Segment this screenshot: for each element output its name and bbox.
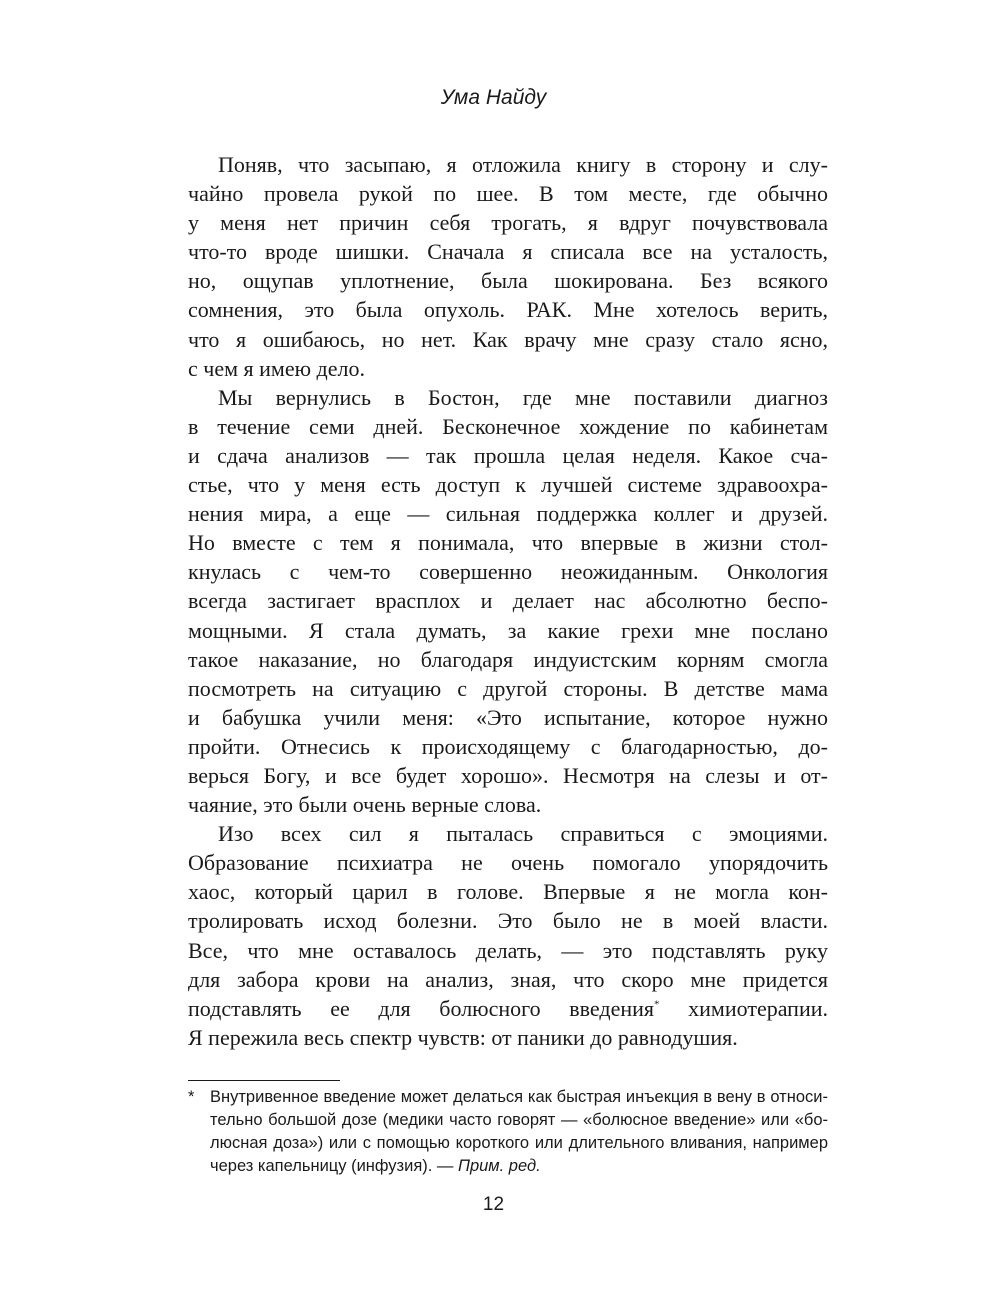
footnote-line: тельно большой дозе (медики часто говорят — «болюсное введение» или «бо- bbox=[210, 1111, 828, 1129]
text-line: Все, что мне оставалось делать, — это подставлять руку bbox=[188, 937, 828, 963]
text-line: нения мира, а еще — сильная поддержка коллег и друзей. bbox=[188, 501, 828, 527]
text-line: что-то вроде шишки. Сначала я списала все на усталость, bbox=[188, 239, 828, 265]
footnote-text: через капельницу (инфузия). — bbox=[210, 1157, 458, 1175]
footnote-divider bbox=[188, 1080, 340, 1081]
text-line: пройти. Отнесись к происходящему с благодарностью, до- bbox=[188, 733, 828, 759]
footnote-line: люсная доза») или с помощью короткого или длительного вливания, например bbox=[210, 1134, 828, 1152]
text-line: мощными. Я стала думать, за какие грехи мне послано bbox=[188, 617, 828, 643]
text-line: чаяние, это были очень верные слова. bbox=[188, 792, 542, 818]
paragraph-3 bbox=[188, 819, 828, 1052]
text-line: для забора крови на анализ, зная, что скоро мне придется bbox=[188, 966, 828, 992]
text-fragment: химиотерапии. bbox=[659, 995, 828, 1021]
text-line: хаос, который царил в голове. Впервые я не могла кон- bbox=[188, 879, 828, 905]
footnote-marker: * bbox=[188, 1088, 195, 1106]
body-text bbox=[188, 150, 828, 1052]
text-line: тролировать исход болезни. Это было не в моей власти. bbox=[188, 908, 828, 934]
footnote-text: Внутривенное введение может делаться как быстрая инъекция в вену в относи- bbox=[210, 1088, 828, 1106]
footnote bbox=[188, 1086, 828, 1178]
text-line: Изо всех сил я пыталась справиться с эмоциями. bbox=[218, 821, 828, 847]
text-line: с чем я имею дело. bbox=[188, 355, 365, 381]
text-line: Мы вернулись в Бостон, где мне поставили диагноз bbox=[218, 384, 828, 410]
footnote-line bbox=[188, 1086, 828, 1109]
paragraph-1 bbox=[188, 150, 828, 383]
text-line: сомнения, это была опухоль. РАК. Мне хотелось верить, bbox=[188, 297, 828, 323]
footnote-line bbox=[188, 1155, 828, 1178]
text-line: что я ошибаюсь, но нет. Как врачу мне сразу стало ясно, bbox=[188, 326, 828, 352]
footnote-reference[interactable]: * bbox=[654, 998, 660, 1011]
text-line: чайно провела рукой по шее. В том месте, где обычно bbox=[188, 181, 828, 207]
paragraph-2 bbox=[188, 383, 828, 819]
text-line: верься Богу, и все будет хорошо». Несмотря на слезы и от- bbox=[188, 762, 828, 788]
text-line: Но вместе с тем я понимала, что впервые в жизни стол- bbox=[188, 530, 828, 556]
text-line-with-footnote bbox=[188, 994, 828, 1023]
text-line: всегда застигает врасплох и делает нас абсолютно беспо- bbox=[188, 588, 828, 614]
text-line: кнулась с чем-то совершенно неожиданным. Онкология bbox=[188, 559, 828, 585]
page-number: 12 bbox=[482, 1194, 505, 1215]
text-line: Образование психиатра не очень помогало упорядочить bbox=[188, 850, 828, 876]
text-fragment: подставлять ее для болюсного введения bbox=[188, 995, 655, 1021]
text-line: Поняв, что засыпаю, я отложила книгу в сторону и слу- bbox=[218, 152, 828, 177]
text-line: и бабушка учили меня: «Это испытание, которое нужно bbox=[188, 704, 828, 730]
text-line: Я пережила весь спектр чувств: от паники до равнодушия. bbox=[188, 1024, 738, 1050]
text-line: у меня нет причин себя трогать, я вдруг почувствовала bbox=[188, 210, 828, 236]
text-line: посмотреть на ситуацию с другой стороны. В детстве мама bbox=[188, 675, 828, 701]
running-head: Ума Найду bbox=[440, 86, 547, 109]
text-line: стье, что у меня есть доступ к лучшей системе здравоохра- bbox=[188, 472, 828, 498]
text-line: но, ощупав уплотнение, была шокирована. Без всякого bbox=[188, 268, 828, 294]
text-line: и сдача анализов — так прошла целая неделя. Какое сча- bbox=[188, 442, 828, 468]
text-line: в течение семи дней. Бесконечное хождение по кабинетам bbox=[188, 413, 828, 439]
text-line: такое наказание, но благодаря индуистским корням смогла bbox=[188, 646, 828, 672]
editor-note: Прим. ред. bbox=[458, 1157, 541, 1175]
